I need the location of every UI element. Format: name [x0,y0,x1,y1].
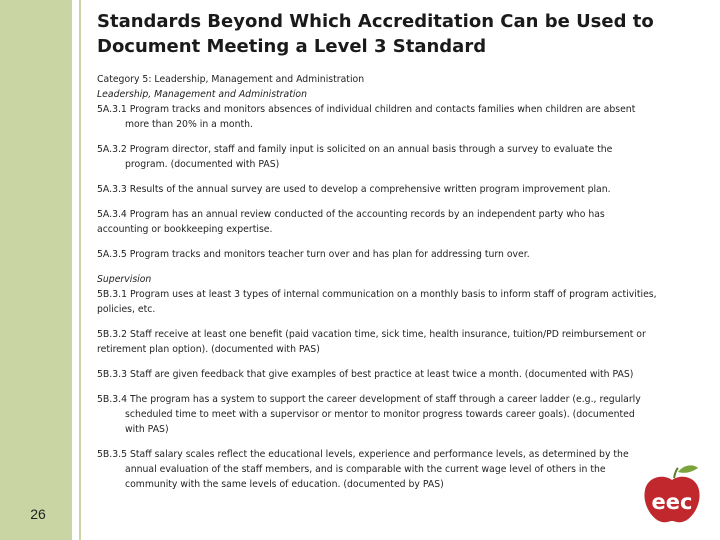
standard-item-5b-3-3: 5B.3.3 Staff are given feedback that give examples of best practice at least twice a month. (documented with PAS) [97,369,634,380]
standard-item-5b-3-5: 5B.3.5 Staff salary scales reflect the educational levels, experience and performance levels, as determined by the annual evaluation of the staff members, and is comparable with the current wage level of others in the community with the same levels of education. (documented by PAS) [97,449,629,490]
standard-item-5a-3-4: 5A.3.4 Program has an annual review conducted of the accounting records by an independent party who has accounting or bookkeeping expertise. [97,209,605,235]
slide-title: Standards Beyond Which Accreditation Can be Used to Document Meeting a Level 3 Standard [97,11,654,57]
standard-item-5b-3-2: 5B.3.2 Staff receive at least one benefit (paid vacation time, sick time, health insurance, tuition/PD reimbursement or retirement plan option). (documented with PAS) [97,329,646,355]
standard-item-5a-3-5: 5A.3.5 Program tracks and monitors teacher turn over and has plan for addressing turn over. [97,249,530,260]
page-number: 26 [30,506,46,522]
standard-item-5b-3-4: 5B.3.4 The program has a system to support the career development of staff through a career ladder (e.g., regularly scheduled time to meet with a supervisor or mentor to monitor progress towards career goals). (documented with PAS) [97,394,641,435]
standard-item-5a-3-3: 5A.3.3 Results of the annual survey are used to develop a comprehensive written program improvement plan. [97,184,611,195]
apple-logo-icon [638,462,706,526]
standards-content [97,72,657,498]
standard-item-5a-3-2: 5A.3.2 Program director, staff and family input is solicited on an annual basis through a survey to evaluate the program. (documented with PAS) [97,144,613,170]
sidebar-divider [79,0,81,540]
category-label: Category 5: Leadership, Management and Administration [97,74,365,85]
standard-item-5b-3-1: 5B.3.1 Program uses at least 3 types of internal communication on a monthly basis to inform staff of program activities, policies, etc. [97,289,657,315]
section-heading-supervision: Supervision [97,274,152,285]
logo-text: eec [651,490,693,514]
section-heading-leadership: Leadership, Management and Administration [97,89,308,100]
standard-item-5a-3-1: 5A.3.1 Program tracks and monitors absences of individual children and contacts families when children are absent more than 20% in a month. [97,104,636,130]
sidebar-band [0,0,72,540]
